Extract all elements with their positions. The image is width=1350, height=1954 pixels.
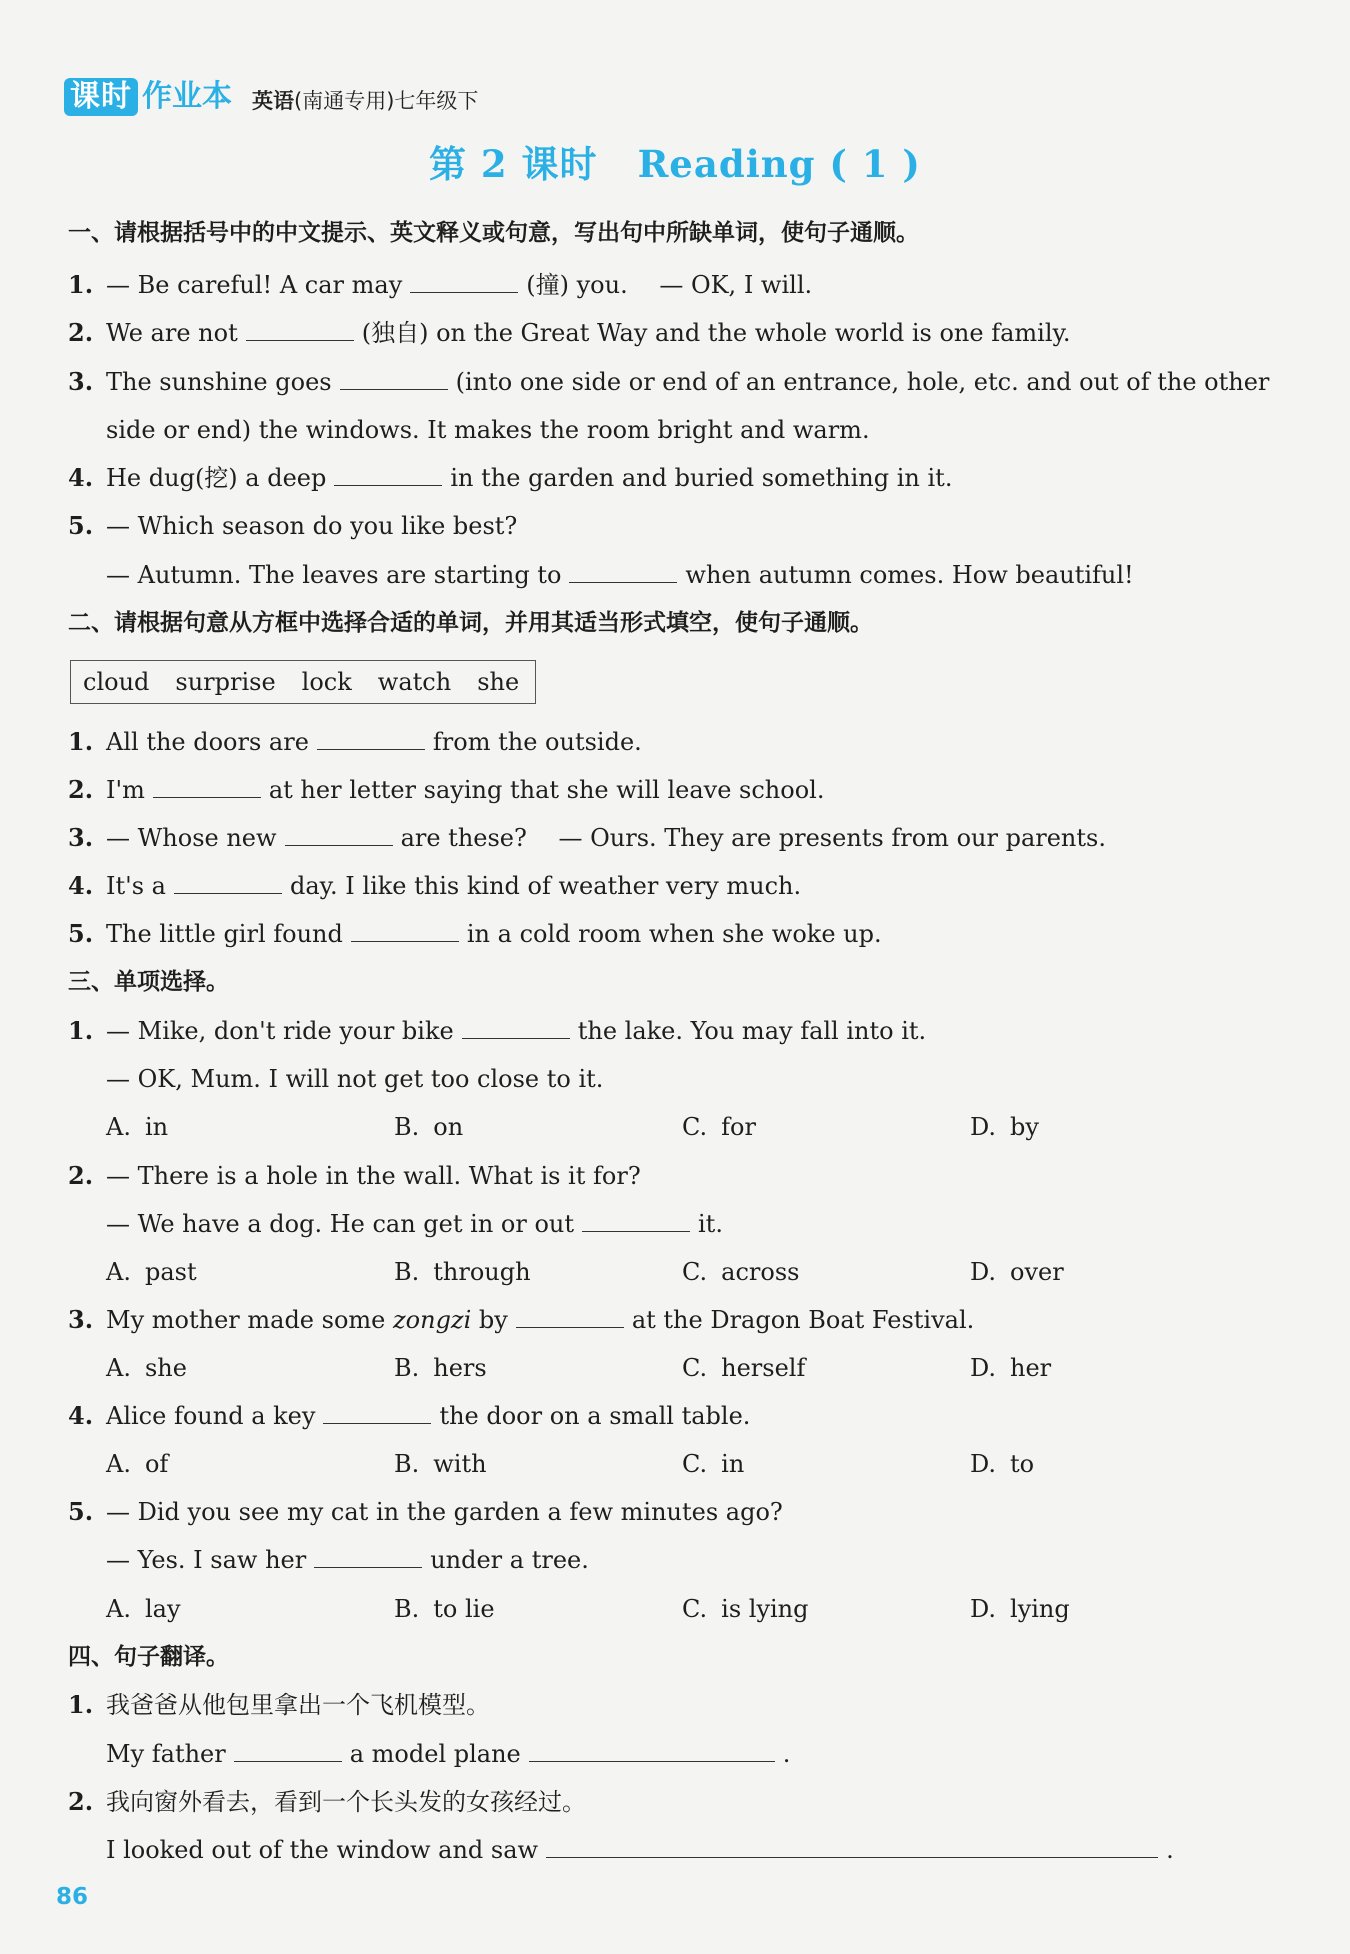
page-title — [0, 134, 1350, 188]
answer-blank[interactable] — [334, 463, 442, 486]
s1-question-1: 1. — Be careful! A car may (撞) you. — OK, I will. — [68, 270, 813, 299]
word-option: surprise — [175, 668, 276, 696]
word-option: she — [477, 668, 520, 696]
answer-blank[interactable] — [323, 1401, 431, 1424]
answer-blank[interactable] — [462, 1016, 570, 1039]
answer-blank[interactable] — [317, 727, 425, 750]
book-header — [64, 76, 478, 116]
option-a[interactable]: A. lay — [106, 1595, 181, 1623]
word-box — [70, 660, 536, 704]
option-b[interactable]: B. through — [394, 1258, 531, 1286]
answer-blank[interactable] — [153, 775, 261, 798]
s4-question-2: 2. 我向窗外看去，看到一个长头发的女孩经过。 — [68, 1787, 586, 1816]
answer-blank[interactable] — [569, 560, 677, 583]
answer-blank[interactable] — [234, 1739, 342, 1762]
s2-question-2: 2. I'm at her letter saying that she will leave school. — [68, 775, 825, 804]
option-c[interactable]: C. for — [682, 1113, 756, 1141]
s3-question-1: 1. — Mike, don't ride your bike the lake. You may fall into it. — [68, 1016, 927, 1045]
lesson-number: 第 2 课时 — [429, 142, 598, 186]
s3-question-5: 5. — Did you see my cat in the garden a few minutes ago? — [68, 1497, 783, 1526]
option-d[interactable]: D. her — [970, 1354, 1052, 1382]
option-d[interactable]: D. by — [970, 1113, 1039, 1141]
book-info — [252, 86, 478, 116]
s2-question-4: 4. It's a day. I like this kind of weather very much. — [68, 871, 802, 900]
section-3-heading: 三、单项选择。 — [68, 969, 229, 995]
lesson-topic: Reading ( 1 ) — [637, 142, 921, 186]
s4-question-2-translation: I looked out of the window and saw . — [106, 1836, 1174, 1864]
answer-blank[interactable] — [410, 270, 518, 293]
word-option: lock — [301, 668, 352, 696]
s3-question-1-reply: — OK, Mum. I will not get too close to it. — [106, 1065, 604, 1093]
brand-logo: 课时 — [64, 78, 138, 116]
page-number: 86 — [56, 1884, 89, 1910]
option-d[interactable]: D. lying — [970, 1595, 1070, 1623]
s3-question-5-reply: — Yes. I saw her under a tree. — [106, 1546, 589, 1574]
option-b[interactable]: B. hers — [394, 1354, 487, 1382]
option-c[interactable]: C. in — [682, 1450, 745, 1478]
option-b[interactable]: B. to lie — [394, 1595, 495, 1623]
option-c[interactable]: C. herself — [682, 1354, 806, 1382]
s4-question-1: 1. 我爸爸从他包里拿出一个飞机模型。 — [68, 1690, 490, 1719]
s3-question-3: 3. My mother made some zongzi by at the Dragon Boat Festival. — [68, 1305, 975, 1334]
answer-blank[interactable] — [314, 1545, 422, 1568]
option-a[interactable]: A. she — [106, 1354, 187, 1382]
s1-question-3: 3. The sunshine goes (into one side or end of an entrance, hole, etc. and out of the other — [68, 367, 1270, 396]
subject: 英语 — [252, 89, 294, 113]
section-1-heading: 一、请根据括号中的中文提示、英文释义或句意，写出句中所缺单词，使句子通顺。 — [68, 220, 919, 246]
answer-blank[interactable] — [246, 318, 354, 341]
section-2-heading: 二、请根据句意从方框中选择合适的单词，并用其适当形式填空，使句子通顺。 — [68, 610, 873, 636]
s3-question-4: 4. Alice found a key the door on a small table. — [68, 1401, 751, 1430]
option-b[interactable]: B. on — [394, 1113, 464, 1141]
answer-blank[interactable] — [340, 367, 448, 390]
s4-question-1-translation: My father a model plane . — [106, 1740, 791, 1768]
option-a[interactable]: A. past — [106, 1258, 197, 1286]
s1-question-5: 5. — Which season do you like best? — [68, 511, 518, 540]
option-d[interactable]: D. to — [970, 1450, 1035, 1478]
option-a[interactable]: A. in — [106, 1113, 169, 1141]
edition: (南通专用)七年级下 — [294, 89, 479, 113]
word-option: cloud — [83, 668, 150, 696]
s2-question-1: 1. All the doors are from the outside. — [68, 727, 642, 756]
brand-name: 作业本 — [142, 79, 232, 114]
s3-question-2-reply: — We have a dog. He can get in or out it. — [106, 1210, 723, 1238]
s1-question-4: 4. He dug(挖) a deep in the garden and buried something in it. — [68, 463, 953, 492]
option-c[interactable]: C. across — [682, 1258, 800, 1286]
s2-question-5: 5. The little girl found in a cold room when she woke up. — [68, 919, 882, 948]
option-d[interactable]: D. over — [970, 1258, 1064, 1286]
answer-blank[interactable] — [516, 1305, 624, 1328]
answer-blank[interactable] — [351, 919, 459, 942]
answer-blank[interactable] — [285, 823, 393, 846]
answer-blank[interactable] — [529, 1739, 775, 1762]
word-option: watch — [377, 668, 452, 696]
s1-question-3-cont: side or end) the windows. It makes the room bright and warm. — [106, 416, 870, 444]
s3-question-2: 2. — There is a hole in the wall. What is it for? — [68, 1161, 641, 1190]
option-c[interactable]: C. is lying — [682, 1595, 809, 1623]
s2-question-3: 3. — Whose new are these? — Ours. They are presents from our parents. — [68, 823, 1106, 852]
option-a[interactable]: A. of — [106, 1450, 169, 1478]
option-b[interactable]: B. with — [394, 1450, 487, 1478]
answer-blank[interactable] — [582, 1209, 690, 1232]
section-4-heading: 四、句子翻译。 — [68, 1644, 229, 1670]
answer-blank[interactable] — [174, 871, 282, 894]
s1-question-2: 2. We are not (独自) on the Great Way and the whole world is one family. — [68, 318, 1071, 347]
s1-question-5-answer: — Autumn. The leaves are starting to when autumn comes. How beautiful! — [106, 561, 1134, 589]
answer-blank[interactable] — [546, 1835, 1158, 1858]
